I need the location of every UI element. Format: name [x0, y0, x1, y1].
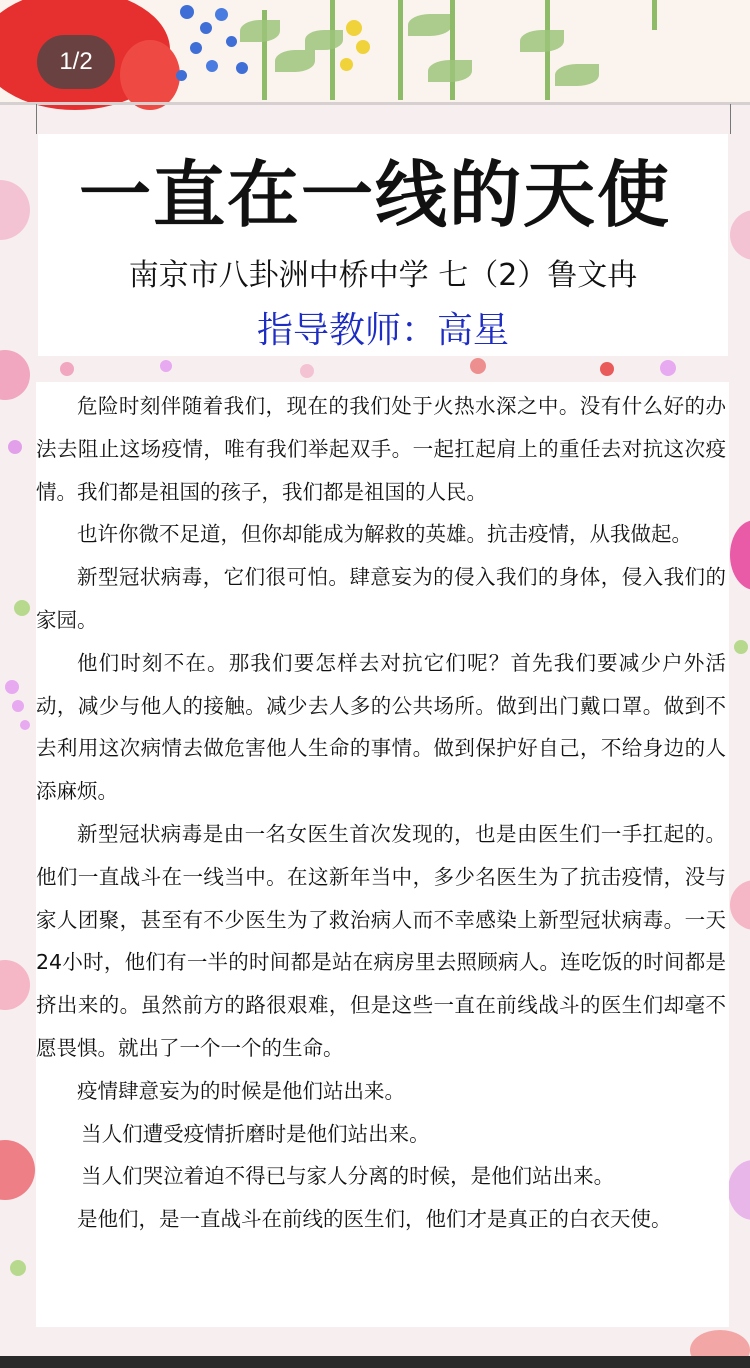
paragraph: 是他们，是一直战斗在前线的医生们，他们才是真正的白衣天使。: [77, 1207, 672, 1232]
paragraph: 也许你微不足道，但你却能成为解救的英雄。抗击疫情，从我做起。: [77, 522, 692, 547]
paragraph: 当人们哭泣着迫不得已与家人分离的时候，是他们站出来。: [81, 1164, 615, 1189]
teacher-line: 指导教师：高星: [256, 310, 509, 351]
viewer-page-divider: [0, 102, 750, 105]
document-title: 一直在一线的天使: [78, 153, 671, 237]
paragraph: 危险时刻伴随着我们，现在的我们处于火热水深之中。没有什么好的办法去阻止这场疫情，唯有我们举起双手。一起扛起肩上的重任去对抗这次疫情。我们都是祖国的孩子，我们都是祖国的人民。: [36, 394, 726, 504]
author-line: 南京市八卦洲中桥中学 七（2）鲁文冉: [128, 258, 638, 293]
page-corner-mark-left: [36, 104, 37, 134]
page-corner-mark-right: [730, 104, 731, 134]
paragraph: 新型冠状病毒是由一名女医生首次发现的，也是由医生们一手扛起的。他们一直战斗在一线当中。在这新年当中，多少名医生为了抗击疫情，没与家人团聚，甚至有不少医生为了救治病人而不幸感染上新型冠状病毒。一天24小时，他们有一半的时间都是站在病房里去照顾病人。连吃饭的时间都是挤出来的。虽然前方的路很艰难，但是这些一直在前线战斗的医生们却毫不愿畏惧。就出了一个一个的生命。: [36, 821, 726, 1060]
bottom-edge: [0, 1356, 750, 1368]
paragraph: 新型冠状病毒，它们很可怕。肆意妄为的侵入我们的身体，侵入我们的家园。: [36, 565, 726, 632]
paragraph: 当人们遭受疫情折磨时是他们站出来。: [81, 1121, 430, 1146]
paragraph: 疫情肆意妄为的时候是他们站出来。: [77, 1078, 405, 1103]
paragraph: 他们时刻不在。那我们要怎样去对抗它们呢？首先我们要减少户外活动，减少与他人的接触。减少去人多的公共场所。做到出门戴口罩。做到不去利用这次病情去做危害他人生命的事情。做到保护好自己，不给身边的人添麻烦。: [36, 650, 726, 804]
document-body: [36, 385, 726, 1241]
page-counter[interactable]: 1/2: [37, 35, 115, 89]
